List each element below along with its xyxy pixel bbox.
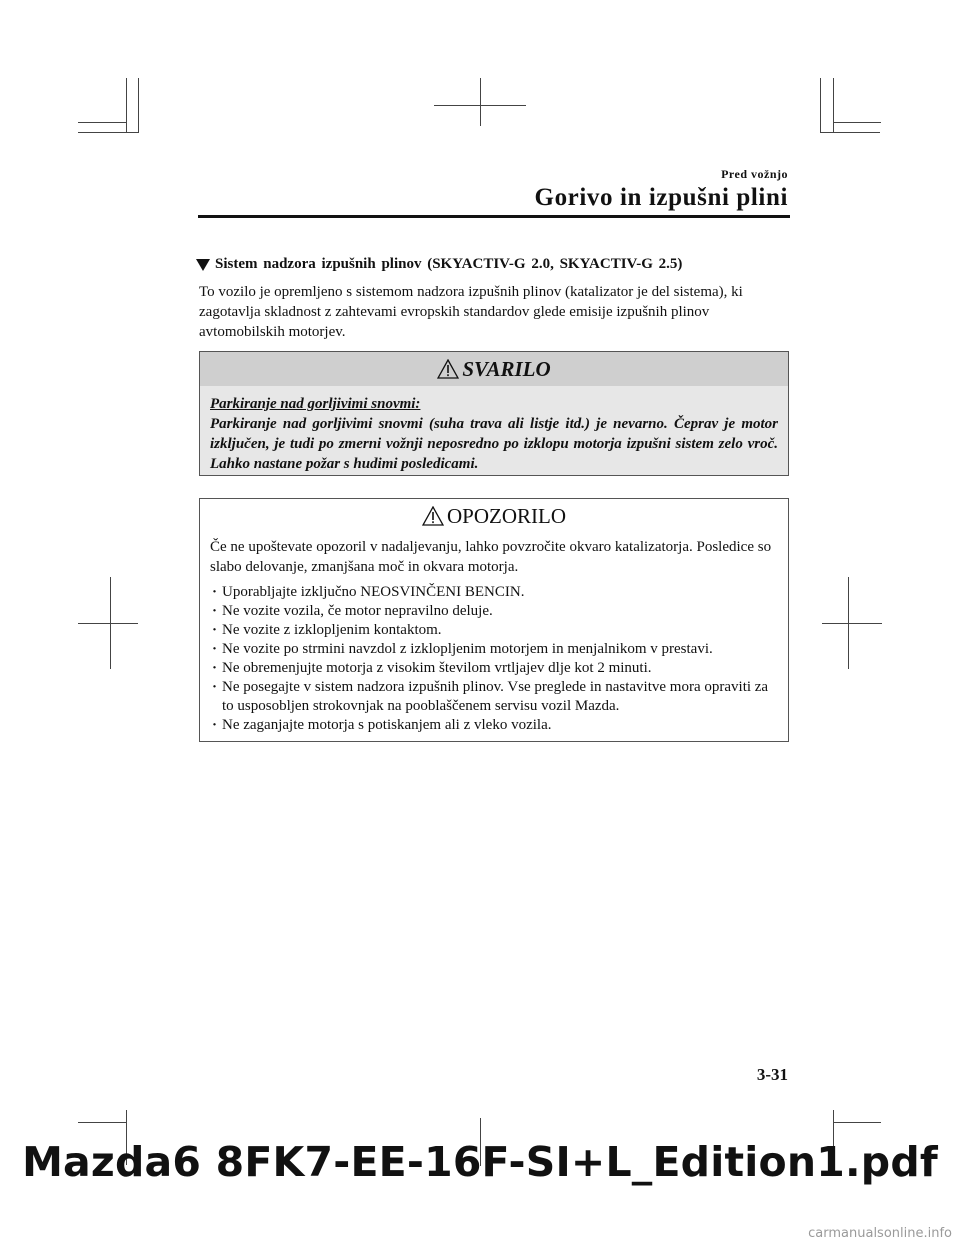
footer-filename: Mazda6 8FK7-EE-16F-SI+L_Edition1.pdf: [22, 1138, 938, 1186]
caution-box: [199, 498, 789, 742]
page-number: 3-31: [756, 1065, 788, 1084]
caution-title-text: OPOZORILO: [447, 504, 566, 528]
list-item: · Ne zaganjajte motorja s potiskanjem ali z vleko vozila.: [210, 716, 776, 735]
section-heading-text: Sistem nadzora izpušnih plinov (SKYACTIV-G 2.0, SKYACTIV-G 2.5): [215, 256, 683, 272]
warning-box: [199, 351, 789, 476]
caution-title: [200, 499, 788, 533]
warning-title: [200, 352, 788, 386]
warning-title-text: SVARILO: [462, 357, 551, 381]
caution-list: [210, 583, 776, 735]
warning-subtitle: Parkiranje nad gorljivimi snovmi:: [210, 396, 421, 412]
watermark-link[interactable]: carmanualsonline.info: [808, 1226, 952, 1241]
warning-triangle-icon: [437, 359, 459, 379]
list-item: · Ne obremenjujte motorja z visokim številom vrtljajev dlje kot 2 minuti.: [210, 659, 776, 678]
list-item: · Ne vozite vozila, če motor nepravilno deluje.: [210, 602, 776, 621]
header-section-label: Pred vožnjo: [721, 167, 788, 181]
triangle-down-icon: [196, 259, 210, 271]
section-heading: [196, 256, 796, 273]
list-item: · Ne vozite po strmini navzdol z izklopljenim motorjem in menjalnikom v prestavi.: [210, 640, 776, 659]
caution-triangle-icon: [422, 506, 444, 526]
header-divider: [198, 215, 790, 218]
list-item: · Uporabljajte izključno NEOSVINČENI BENCIN.: [210, 583, 776, 602]
list-item: · Ne posegajte v sistem nadzora izpušnih plinov. Vse preglede in nastavitve mora opraviti za to usposobljen strokovnjak na pooblaščenem servisu vozil Mazda.: [210, 678, 776, 716]
caution-body: [200, 533, 788, 735]
warning-text: Parkiranje nad gorljivimi snovmi (suha trava ali listje itd.) je nevarno. Čeprav je motor izključen, je tudi po zmerni vožnji neposredno po izklopu motorja izpušni sistem zelo vroč. Lahko nastane požar s hudimi posledicami.: [210, 416, 778, 472]
page-title: Gorivo in izpušni plini: [534, 184, 788, 211]
intro-paragraph: To vozilo je opremljeno s sistemom nadzora izpušnih plinov (katalizator je del sistema), ki zagotavlja skladnost z zahtevami evropskih standardov glede emisije izpušnih plinov avtomobilskih motorjev.: [199, 284, 743, 340]
list-item: · Ne vozite z izklopljenim kontaktom.: [210, 621, 776, 640]
caution-intro: Če ne upoštevate opozoril v nadaljevanju, lahko povzročite okvaro katalizatorja. Posledice so slabo delovanje, zmanjšana moč in okvara motorja.: [210, 539, 772, 575]
warning-body: [200, 386, 788, 474]
